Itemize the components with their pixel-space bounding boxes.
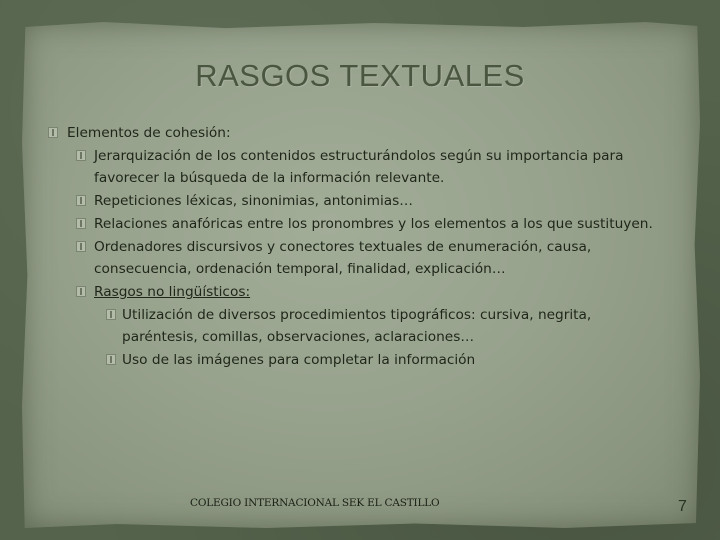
bullet-icon [76,150,86,161]
page-number: 7 [678,498,687,515]
list-item-text: Ordenadores discursivos y conectores textuales de enumeración, causa, consecuencia, ordenación temporal, finalidad, explicación… [94,239,592,277]
bullet-icon [106,354,116,365]
list-item-text: Relaciones anafóricas entre los pronombres y los elementos a los que sustituyen. [94,216,653,232]
bullet-icon [76,241,86,252]
footer-text: COLEGIO INTERNACIONAL SEK EL CASTILLO [190,497,440,509]
list-item [48,145,660,189]
list-item-text: Utilización de diversos procedimientos tipográficos: cursiva, negrita, paréntesis, comillas, observaciones, aclaraciones… [122,307,592,345]
list-item [48,349,688,371]
list-item-text: Uso de las imágenes para completar la información [122,352,476,368]
list-item [48,281,688,303]
list-item [48,304,652,348]
list-item [48,190,688,212]
list-item-text: Rasgos no lingüísticos: [94,284,251,300]
bullet-icon [48,127,58,138]
bullet-icon [106,309,116,320]
list-item [48,122,688,144]
list-item [48,213,660,235]
bullet-icon [76,218,86,229]
bullet-icon [76,286,86,297]
list-item-text: Jerarquización de los contenidos estructurándolos según su importancia para favorecer la búsqueda de la información relevante. [94,148,624,186]
list-item-text: Elementos de cohesión: [67,125,231,141]
list-item-text: Repeticiones léxicas, sinonimias, antonimias… [94,193,413,209]
bullet-list [48,122,688,371]
bullet-icon [76,195,86,206]
slide-title: RASGOS TEXTUALES [195,58,525,93]
list-item [48,236,660,280]
